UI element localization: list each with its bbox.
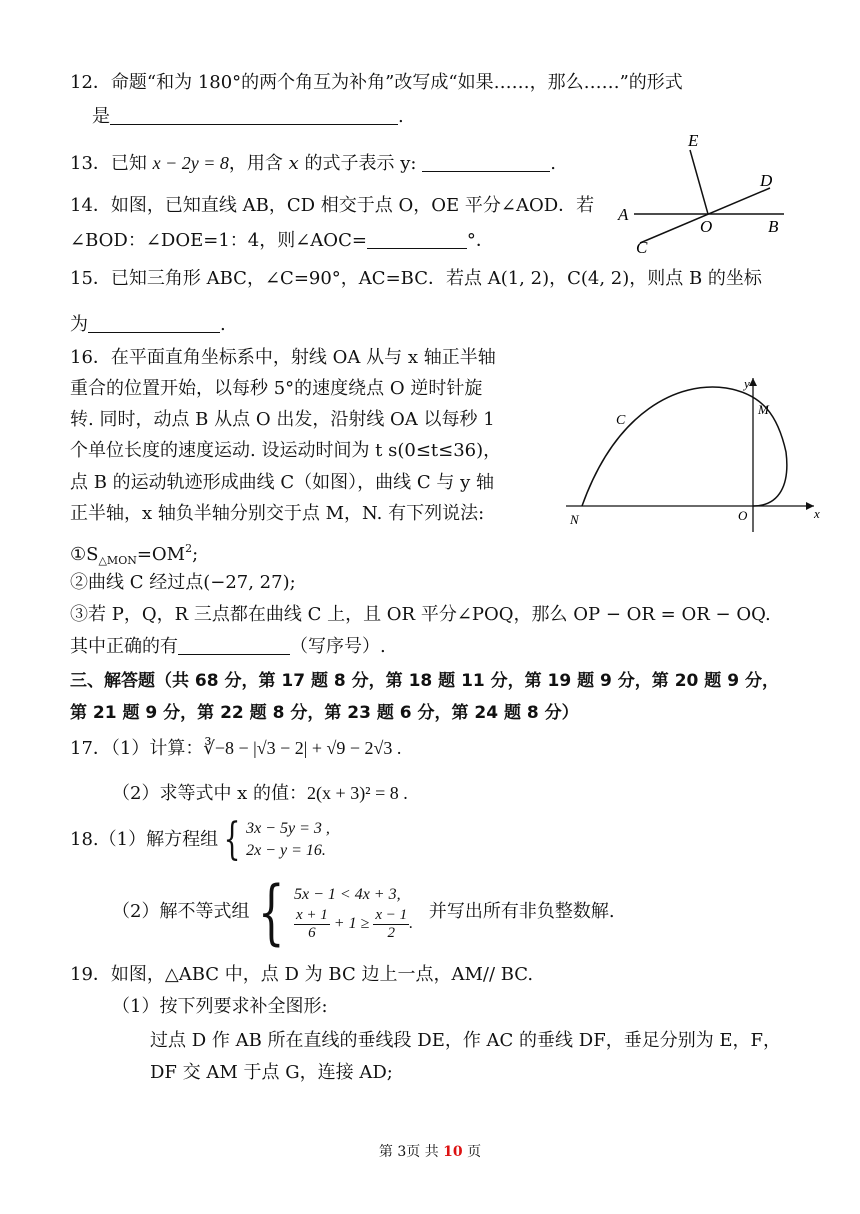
q18-ineq2-mid: + 1 ≥ [333, 914, 370, 932]
q16-line3: 转. 同时，动点 B 从点 O 出发，沿射线 OA 以每秒 1 [70, 409, 495, 430]
label-curve-c: C [616, 413, 626, 428]
q15-answer-blank[interactable] [88, 314, 220, 333]
q18-p2-prefix: （2）解不等式组 [112, 901, 250, 922]
q18-part2 [112, 871, 615, 953]
ray-oe [690, 150, 708, 214]
q16-line2: 重合的位置开始，以每秒 5°的速度绕点 O 逆时针旋 [70, 378, 483, 399]
q17-part1 [70, 735, 401, 762]
footer-mid: 页 共 [406, 1144, 444, 1160]
q12-end: . [398, 106, 404, 127]
footer-suffix: 页 [462, 1144, 482, 1160]
q18-p1-system [246, 818, 330, 862]
q14-line2a: ∠BOD：∠DOE=1：4，则∠AOC= [70, 230, 367, 251]
label-y: y [744, 376, 750, 391]
q18-p2-brace: { [258, 871, 286, 953]
q13-end: . [550, 153, 556, 174]
q18-ineq2-end: . [409, 914, 414, 932]
q18-frac2 [373, 907, 409, 942]
q13-mid: ，用含 [228, 153, 289, 174]
q18-frac2-den: 2 [387, 924, 395, 941]
q13-var: x [288, 153, 299, 174]
q16-answer-line [70, 634, 386, 660]
q12-line2 [92, 104, 404, 130]
q14-line2b: °． [466, 230, 494, 251]
footer-total-pages: 10 [443, 1144, 463, 1160]
q15-end: . [220, 314, 226, 335]
label-d: D [760, 171, 773, 190]
q13-suffix: 的式子表示 y: [298, 153, 417, 174]
q18-p1-prefix: 18.（1）解方程组 [70, 829, 219, 850]
q19-line3: 过点 D 作 AB 所在直线的垂线段 DE，作 AC 的垂线 DF，垂足分别为 E，F， [150, 1030, 782, 1051]
label-m: M [758, 402, 769, 417]
q15-line2 [70, 312, 226, 338]
label-x: x [814, 506, 820, 521]
q18-eq2: 2x − y = 16. [246, 842, 326, 859]
q18-frac1 [294, 907, 330, 942]
q15-line1: 15．已知三角形 ABC，∠C=90°，AC=BC．若点 A(1, 2)，C(4, 2)，则点 B 的坐标 [70, 268, 762, 289]
q18-eq1: 3x − 5y = 3 , [246, 820, 330, 837]
q14-answer-blank[interactable] [367, 230, 467, 249]
y-axis-arrow [749, 378, 757, 386]
q16-figure [558, 366, 826, 538]
q18-ineq1: 5x − 1 < 4x + 3, [294, 885, 401, 903]
q19-line1: 19．如图，△ABC 中，点 D 为 BC 边上一点，AM// BC. [70, 964, 534, 985]
q16-statement2: ②曲线 C 经过点(−27, 27); [70, 572, 296, 593]
section3-line2: 第 21 题 9 分，第 22 题 8 分，第 23 题 6 分，第 24 题 8 分） [70, 703, 579, 723]
q14-line1: 14．如图，已知直线 AB，CD 相交于点 O，OE 平分∠AOD．若 [70, 195, 595, 216]
q12-tail: 是 [92, 106, 110, 127]
page-footer [0, 1141, 860, 1161]
q16-statement3: ③若 P，Q，R 三点都在曲线 C 上，且 OR 平分∠POQ，那么 OP − OR = OR − OQ. [70, 604, 771, 625]
label-o: O [700, 217, 713, 236]
q12-answer-blank[interactable] [110, 106, 398, 125]
q18-frac1-den: 6 [308, 924, 316, 941]
q19-line4: DF 交 AM 于点 G，连接 AD; [150, 1062, 393, 1083]
q16-line1: 16．在平面直角坐标系中，射线 OA 从与 x 轴正半轴 [70, 347, 496, 368]
q17-p1-expr: ∛−8 − |√3 − 2| + √9 − 2√3 . [203, 738, 402, 758]
q16-answer-suffix: （写序号）. [290, 636, 386, 657]
s1-mid: =OM [136, 544, 186, 565]
q19-line2: （1）按下列要求补全图形: [112, 996, 328, 1017]
q18-p2-system [294, 883, 413, 942]
label-n: N [570, 512, 579, 527]
q13-prefix: 13．已知 [70, 153, 153, 174]
q17-part2 [112, 780, 408, 807]
q16-line6: 正半轴，x 轴负半轴分别交于点 M，N. 有下列说法: [70, 503, 485, 524]
s1-sup: 2 [185, 542, 193, 555]
q17-p1-prefix: 17．（1）计算： [70, 738, 204, 759]
s1-sub: △MON [98, 554, 137, 567]
q18-part1 [70, 816, 330, 864]
q16-line5: 点 B 的运动轨迹形成曲线 C（如图），曲线 C 与 y 轴 [70, 472, 494, 493]
label-a: A [618, 205, 629, 224]
curve-c [582, 387, 787, 506]
s1-prefix: ①S [70, 544, 99, 565]
label-c: C [636, 238, 648, 256]
x-axis-arrow [806, 502, 814, 510]
q17-p2-expr: 2(x + 3)² = 8 . [307, 783, 408, 803]
label-b: B [768, 217, 779, 236]
q16-statement1 [70, 536, 198, 574]
q16-line4: 个单位长度的速度运动. 设运动时间为 t s(0≤t≤36)， [70, 440, 502, 461]
q16-answer-blank[interactable] [178, 636, 290, 655]
q12-line1: 12．命题“和为 180°的两个角互为补角”改写成“如果……，那么……”的形式 [70, 72, 683, 93]
q16-answer-prefix: 其中正确的有 [70, 636, 178, 657]
label-o-origin: O [738, 508, 748, 523]
q18-frac1-num: x + 1 [296, 906, 328, 923]
q14-line2 [70, 228, 494, 254]
footer-page-number: 3 [397, 1144, 407, 1160]
q15-prefix: 为 [70, 314, 88, 335]
q13-line [70, 150, 556, 177]
q17-p2-prefix: （2）求等式中 x 的值： [112, 783, 308, 804]
q18-frac2-num: x − 1 [375, 906, 408, 923]
label-e: E [688, 131, 699, 150]
q18-p1-brace: { [223, 814, 241, 865]
s1-end: ; [192, 544, 199, 565]
q14-figure [610, 128, 800, 256]
q18-ineq2 [294, 907, 413, 942]
footer-prefix: 第 [378, 1144, 398, 1160]
q13-equation: x − 2y = 8 [152, 153, 229, 173]
section3-line1: 三、解答题（共 68 分，第 17 题 8 分，第 18 题 11 分，第 19 题 9 分，第 20 题 9 分， [70, 671, 779, 691]
q13-answer-blank[interactable] [422, 153, 550, 172]
q18-p2-suffix: 并写出所有非负整数解. [428, 901, 615, 922]
